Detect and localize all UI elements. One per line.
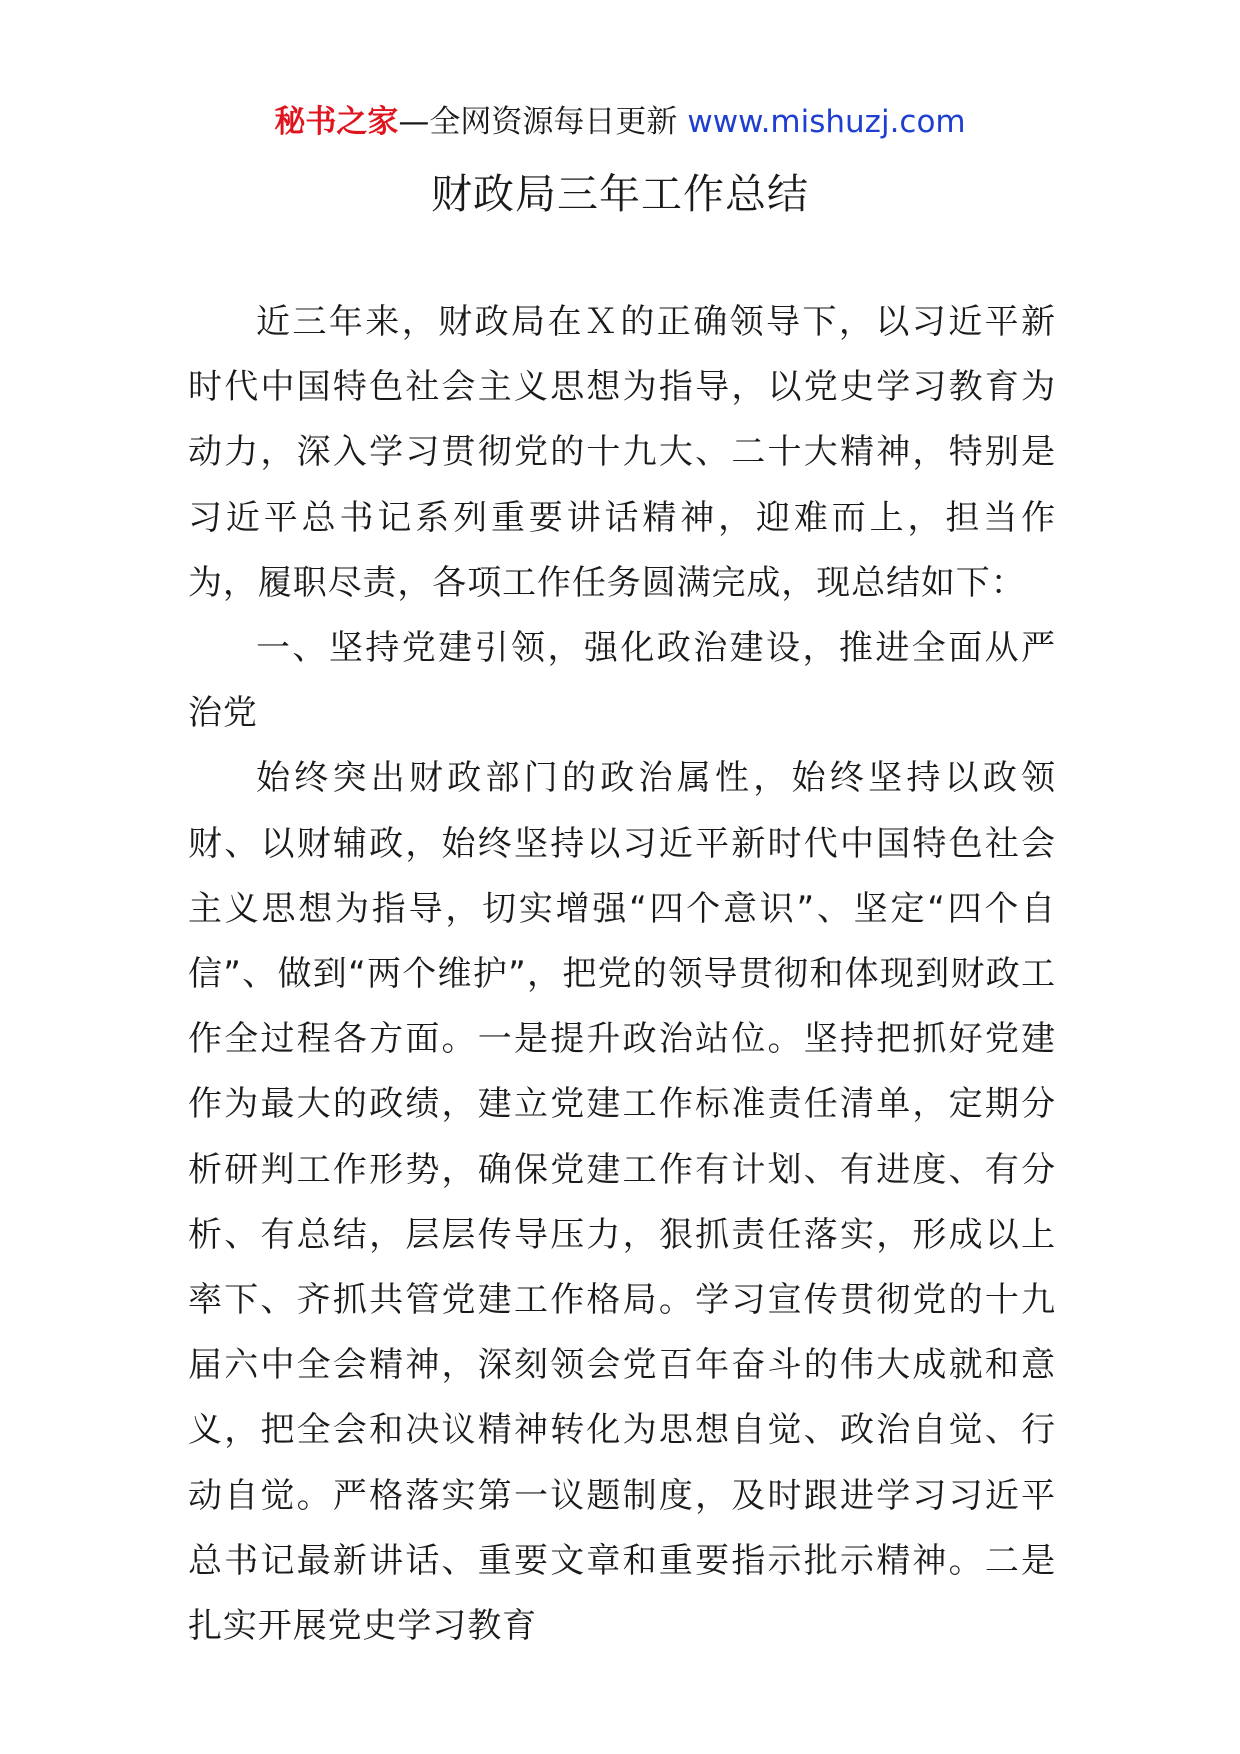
document-body [188,290,1056,1659]
site-url-link[interactable]: www.mishuzj.com [687,104,966,140]
brand-name: 秘书之家 [274,104,399,140]
site-banner [0,100,1240,144]
section-heading: 一、坚持党建引领，强化政治建设，推进全面从严治党 [188,628,1056,734]
document-title: 财政局三年工作总结 [431,170,809,218]
banner-tagline: —全网资源每日更新 [398,104,678,140]
intro-paragraph: 近三年来，财政局在Ｘ的正确领导下，以习近平新时代中国特色社会主义思想为指导，以党史学习教育为动力，深入学习贯彻党的十九大、二十大精神，特别是习近平总书记系列重要讲话精神，迎难而上，担当作为，履职尽责，各项工作任务圆满完成，现总结如下： [188,302,1056,603]
body-paragraph: 始终突出财政部门的政治属性，始终坚持以政领财、以财辅政，始终坚持以习近平新时代中国特色社会主义思想为指导，切实增强“四个意识”、坚定“四个自信”、做到“两个维护”，把党的领导贯彻和体现到财政工作全过程各方面。一是提升政治站位。坚持把抓好党建作为最大的政绩，建立党建工作标准责任清单，定期分析研判工作形势，确保党建工作有计划、有进度、有分析、有总结，层层传导压力，狠抓责任落实，形成以上率下、齐抓共管党建工作格局。学习宣传贯彻党的十九届六中全会精神，深刻领会党百年奋斗的伟大成就和意义，把全会和决议精神转化为思想自觉、政治自觉、行动自觉。严格落实第一议题制度，及时跟进学习习近平总书记最新讲话、重要文章和重要指示批示精神。二是扎实开展党史学习教育 [188,758,1056,1647]
